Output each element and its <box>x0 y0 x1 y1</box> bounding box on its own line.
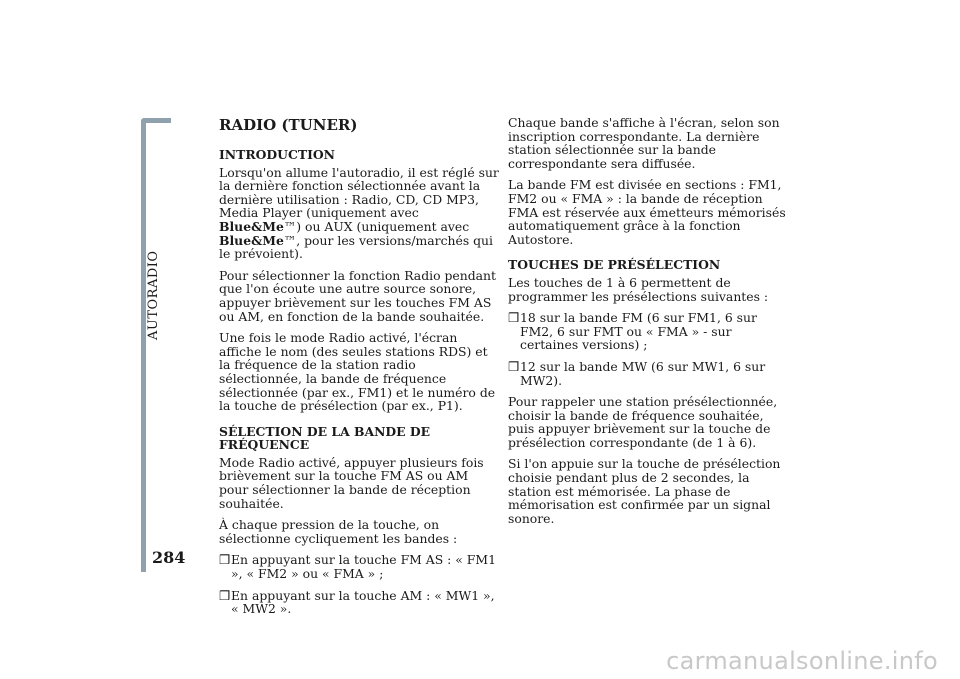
margin-rule-horizontal <box>141 118 171 123</box>
fm-sections-paragraph: La bande FM est divisée en sections : FM1, FM2 ou « FMA » : la bande de réception FMA est réservée aux émetteurs mémorisés automatiquement grâce à la fonction Autostore. <box>508 177 786 247</box>
page-number: 284 <box>152 548 186 567</box>
band-display-paragraph: Chaque bande s'affiche à l'écran, selon son inscription correspondante. La dernière station sélectionnée sur la bande correspondante sera diffusée. <box>508 115 780 171</box>
preset-paragraph-3: Si l'on appuie sur la touche de présélection choisie pendant plus de 2 secondes, la station est mémorisée. La phase de mémorisation est confirmée par un signal sonore. <box>508 456 781 526</box>
checkbox-bullet-icon: ❒ <box>508 358 520 374</box>
preset-paragraph-2: Pour rappeler une station présélectionnée, choisir la bande de fréquence souhaitée, puis appuyer brièvement sur la touche de présélection correspondante (de 1 à 6). <box>508 394 778 450</box>
checkbox-bullet-icon: ❒ <box>508 310 520 326</box>
band-paragraph-1: Mode Radio activé, appuyer plusieurs fois brièvement sur la touche FM AS ou AM pour sélectionner la bande de réception souhaitée. <box>219 454 484 511</box>
left-column <box>219 116 499 624</box>
intro-paragraph-1: Lorsqu'on allume l'autoradio, il est réglé sur la dernière fonction sélectionnée avant la dernière utilisation : Radio, CD, CD MP3, Media Player (uniquement avec Blue&Me™) ou AUX (uniquement avec Blue&Me™, pour les versions/marchés qui le prévoient). <box>219 164 499 262</box>
intro-paragraph-3: Une fois le mode Radio activé, l'écran affiche le nom (des seules stations RDS) et la fréquence de la station radio sélectionnée, la bande de fréquence sélectionnée (par ex., FM1) et le numéro de la touche de présélection (par ex., P1). <box>219 330 496 414</box>
page-title: RADIO (TUNER) <box>219 116 358 134</box>
list-item: ❒ En appuyant sur la touche FM AS : « FM1 », « FM2 » ou « FMA » ; <box>219 552 496 582</box>
margin-rule-vertical <box>141 120 146 572</box>
list-item: ❒ En appuyant sur la touche AM : « MW1 », « MW2 ». <box>219 587 495 617</box>
brand-name: Blue&Me <box>219 232 284 248</box>
section-side-label: AUTORADIO <box>146 250 161 340</box>
right-column <box>508 116 788 533</box>
list-item: ❒ 12 sur la bande MW (6 sur MW1, 6 sur MW2). <box>508 358 766 388</box>
band-heading: SÉLECTION DE LA BANDE DE FRÉQUENCE <box>219 423 431 453</box>
intro-paragraph-2: Pour sélectionner la fonction Radio pendant que l'on écoute une autre source sonore, appuyer brièvement sur les touches FM AS ou AM, en fonction de la bande souhaitée. <box>219 267 497 324</box>
list-item: ❒ 18 sur la bande FM (6 sur FM1, 6 sur FM2, 6 sur FMT ou « FMA » - sur certaines versions) ; <box>508 310 757 353</box>
checkbox-bullet-icon: ❒ <box>219 552 231 568</box>
checkbox-bullet-icon: ❒ <box>219 587 231 603</box>
brand-name: Blue&Me <box>219 218 284 234</box>
preset-heading: TOUCHES DE PRÉSÉLECTION <box>508 257 721 273</box>
intro-heading: INTRODUCTION <box>219 147 335 162</box>
band-paragraph-2: À chaque pression de la touche, on sélectionne cycliquement les bandes : <box>219 517 458 546</box>
watermark-text: carmanualsonline.info <box>666 647 938 675</box>
preset-paragraph-1: Les touches de 1 à 6 permettent de programmer les présélections suivantes : <box>508 274 769 304</box>
